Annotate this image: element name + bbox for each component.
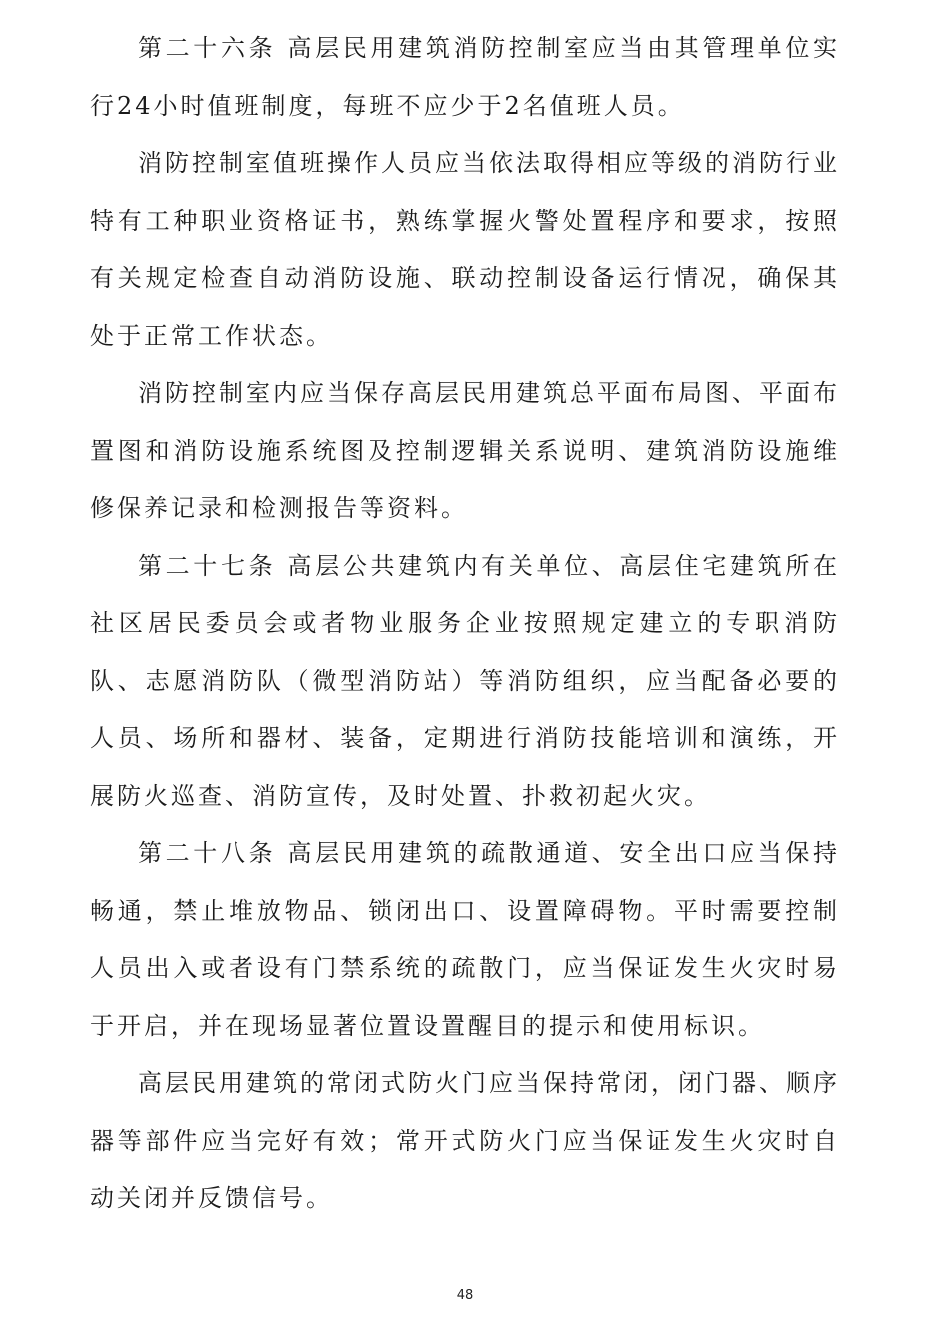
paragraph-control-room-staff: 消防控制室值班操作人员应当依法取得相应等级的消防行业特有工种职业资格证书，熟练掌握火警处置程序和要求，按照有关规定检查自动消防设施、联动控制设备运行情况，确保其处于正常工作状态。 (90, 149, 840, 350)
page-number: 48 (456, 1288, 474, 1303)
paragraph-article-28: 第二十八条 高层民用建筑的疏散通道、安全出口应当保持畅通，禁止堆放物品、锁闭出口、设置障碍物。平时需要控制人员出入或者设有门禁系统的疏散门，应当保证发生火灾时易于开启，并在现场显著位置设置醒目的提示和使用标识。 (90, 839, 840, 1040)
document-body (90, 20, 840, 1228)
paragraph-article-27: 第二十七条 高层公共建筑内有关单位、高层住宅建筑所在社区居民委员会或者物业服务企业按照规定建立的专职消防队、志愿消防队（微型消防站）等消防组织，应当配备必要的人员、场所和器材、装备，定期进行消防技能培训和演练，开展防火巡查、消防宣传，及时处置、扑救初起火灾。 (90, 551, 840, 810)
paragraph-article-26: 第二十六条 高层民用建筑消防控制室应当由其管理单位实行24小时值班制度，每班不应少于2名值班人员。 (90, 34, 840, 120)
paragraph-fire-doors: 高层民用建筑的常闭式防火门应当保持常闭，闭门器、顺序器等部件应当完好有效；常开式防火门应当保证发生火灾时自动关闭并反馈信号。 (90, 1069, 840, 1212)
paragraph-control-room-records: 消防控制室内应当保存高层民用建筑总平面布局图、平面布置图和消防设施系统图及控制逻辑关系说明、建筑消防设施维修保养记录和检测报告等资料。 (90, 379, 840, 522)
